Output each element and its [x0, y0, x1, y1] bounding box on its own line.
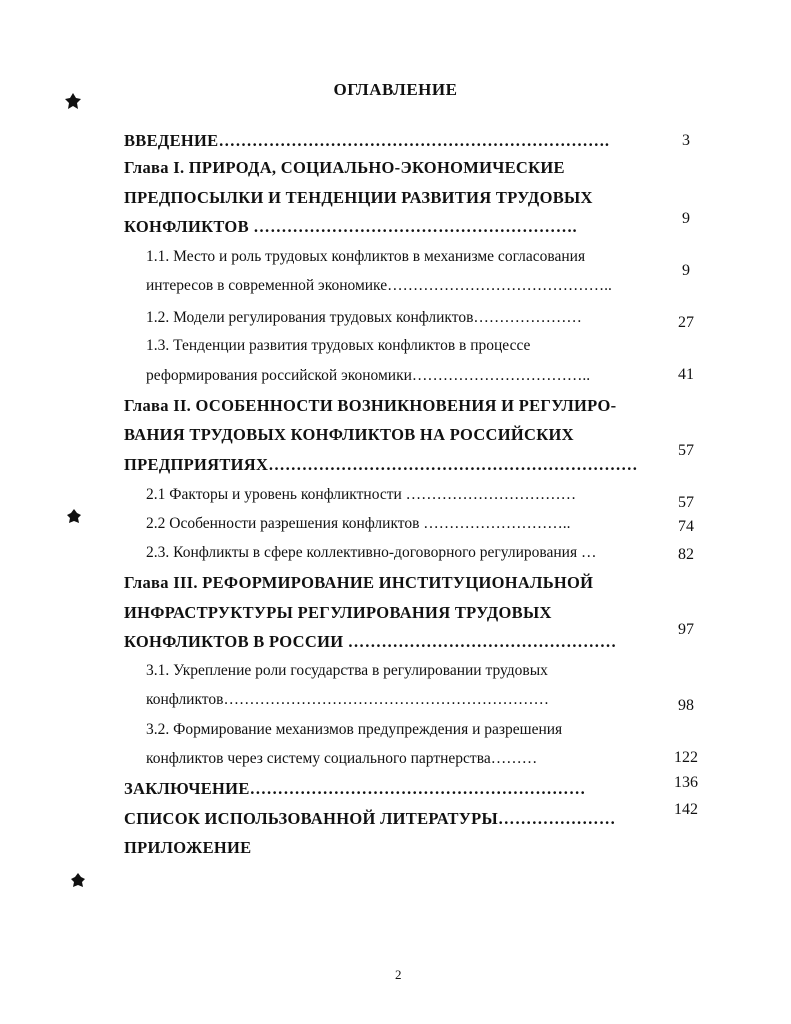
- toc-entry-references: СПИСОК ИСПОЛЬЗОВАННОЙ ЛИТЕРАТУРЫ…………………: [124, 809, 616, 828]
- toc-section-1-1-line-1: 1.1. Место и роль трудовых конфликтов в механизме согласования: [146, 248, 586, 265]
- toc-section-1-1-line-2: интересов в современной экономике……………………………………..: [146, 277, 612, 294]
- toc-page-number: 9: [682, 262, 690, 279]
- page-title: ОГЛАВЛЕНИЕ: [333, 80, 458, 99]
- toc-page-number: 9: [682, 210, 690, 227]
- toc-section-2-2: 2.2 Особенности разрешения конфликтов ………………………..: [146, 515, 571, 532]
- toc-section-2-1: 2.1 Факторы и уровень конфликтности ……………………………: [146, 486, 577, 503]
- toc-entry-conclusion: ЗАКЛЮЧЕНИЕ……………………………………………………: [124, 779, 586, 798]
- toc-entry-intro: ВВЕДЕНИЕ…………………………………………………………….: [124, 131, 610, 150]
- toc-section-3-1-line-2: конфликтов………………………………………………………: [146, 691, 549, 708]
- toc-page-number: 136: [674, 774, 698, 791]
- toc-chapter-3-line-1: Глава III. РЕФОРМИРОВАНИЕ ИНСТИТУЦИОНАЛЬНОЙ: [124, 573, 594, 592]
- toc-page-number: 74: [678, 518, 694, 535]
- toc-section-3-2-line-2: конфликтов через систему социального партнерства………: [146, 750, 538, 767]
- toc-section-1-3-line-1: 1.3. Тенденции развития трудовых конфликтов в процессе: [146, 337, 531, 354]
- toc-page-number: 57: [678, 494, 694, 511]
- toc-chapter-1-line-1: Глава I. ПРИРОДА, СОЦИАЛЬНО-ЭКОНОМИЧЕСКИЕ: [124, 158, 565, 177]
- toc-chapter-3-line-2: ИНФРАСТРУКТУРЫ РЕГУЛИРОВАНИЯ ТРУДОВЫХ: [124, 603, 552, 622]
- toc-page-number: 142: [674, 801, 698, 818]
- toc-section-2-3: 2.3. Конфликты в сфере коллективно-договорного регулирования …: [146, 544, 597, 561]
- toc-page-number: 82: [678, 546, 694, 563]
- toc-page-number: 97: [678, 621, 694, 638]
- toc-chapter-2-line-3: ПРЕДПРИЯТИЯХ…………………………………………………………: [124, 455, 638, 474]
- page-number: 2: [395, 967, 402, 982]
- toc-chapter-1-line-3: КОНФЛИКТОВ ………………………………………………….: [124, 217, 577, 236]
- toc-section-3-1-line-1: 3.1. Укрепление роли государства в регулировании трудовых: [146, 662, 548, 679]
- toc-chapter-3-line-3: КОНФЛИКТОВ В РОССИИ …………………………………………: [124, 632, 617, 651]
- toc-page-number: 98: [678, 697, 694, 714]
- toc-entry-appendix: ПРИЛОЖЕНИЕ: [124, 838, 252, 857]
- toc-page-number: 122: [674, 749, 698, 766]
- ink-blot-icon: [66, 508, 82, 524]
- toc-section-3-2-line-1: 3.2. Формирование механизмов предупреждения и разрешения: [146, 721, 563, 738]
- toc-chapter-2-line-2: ВАНИЯ ТРУДОВЫХ КОНФЛИКТОВ НА РОССИЙСКИХ: [124, 425, 574, 444]
- toc-chapter-1-line-2: ПРЕДПОСЫЛКИ И ТЕНДЕНЦИИ РАЗВИТИЯ ТРУДОВЫХ: [124, 188, 593, 207]
- toc-page-number: 27: [678, 314, 694, 331]
- toc-section-1-3-line-2: реформирования российской экономики……………………………..: [146, 367, 591, 384]
- toc-section-1-2: 1.2. Модели регулирования трудовых конфликтов…………………: [146, 309, 582, 326]
- toc-page-number: 41: [678, 366, 694, 383]
- toc-page-number: 57: [678, 442, 694, 459]
- ink-blot-icon: [70, 872, 86, 888]
- toc-chapter-2-line-1: Глава II. ОСОБЕННОСТИ ВОЗНИКНОВЕНИЯ И РЕГУЛИРО-: [124, 396, 617, 415]
- toc-page-number: 3: [682, 132, 690, 149]
